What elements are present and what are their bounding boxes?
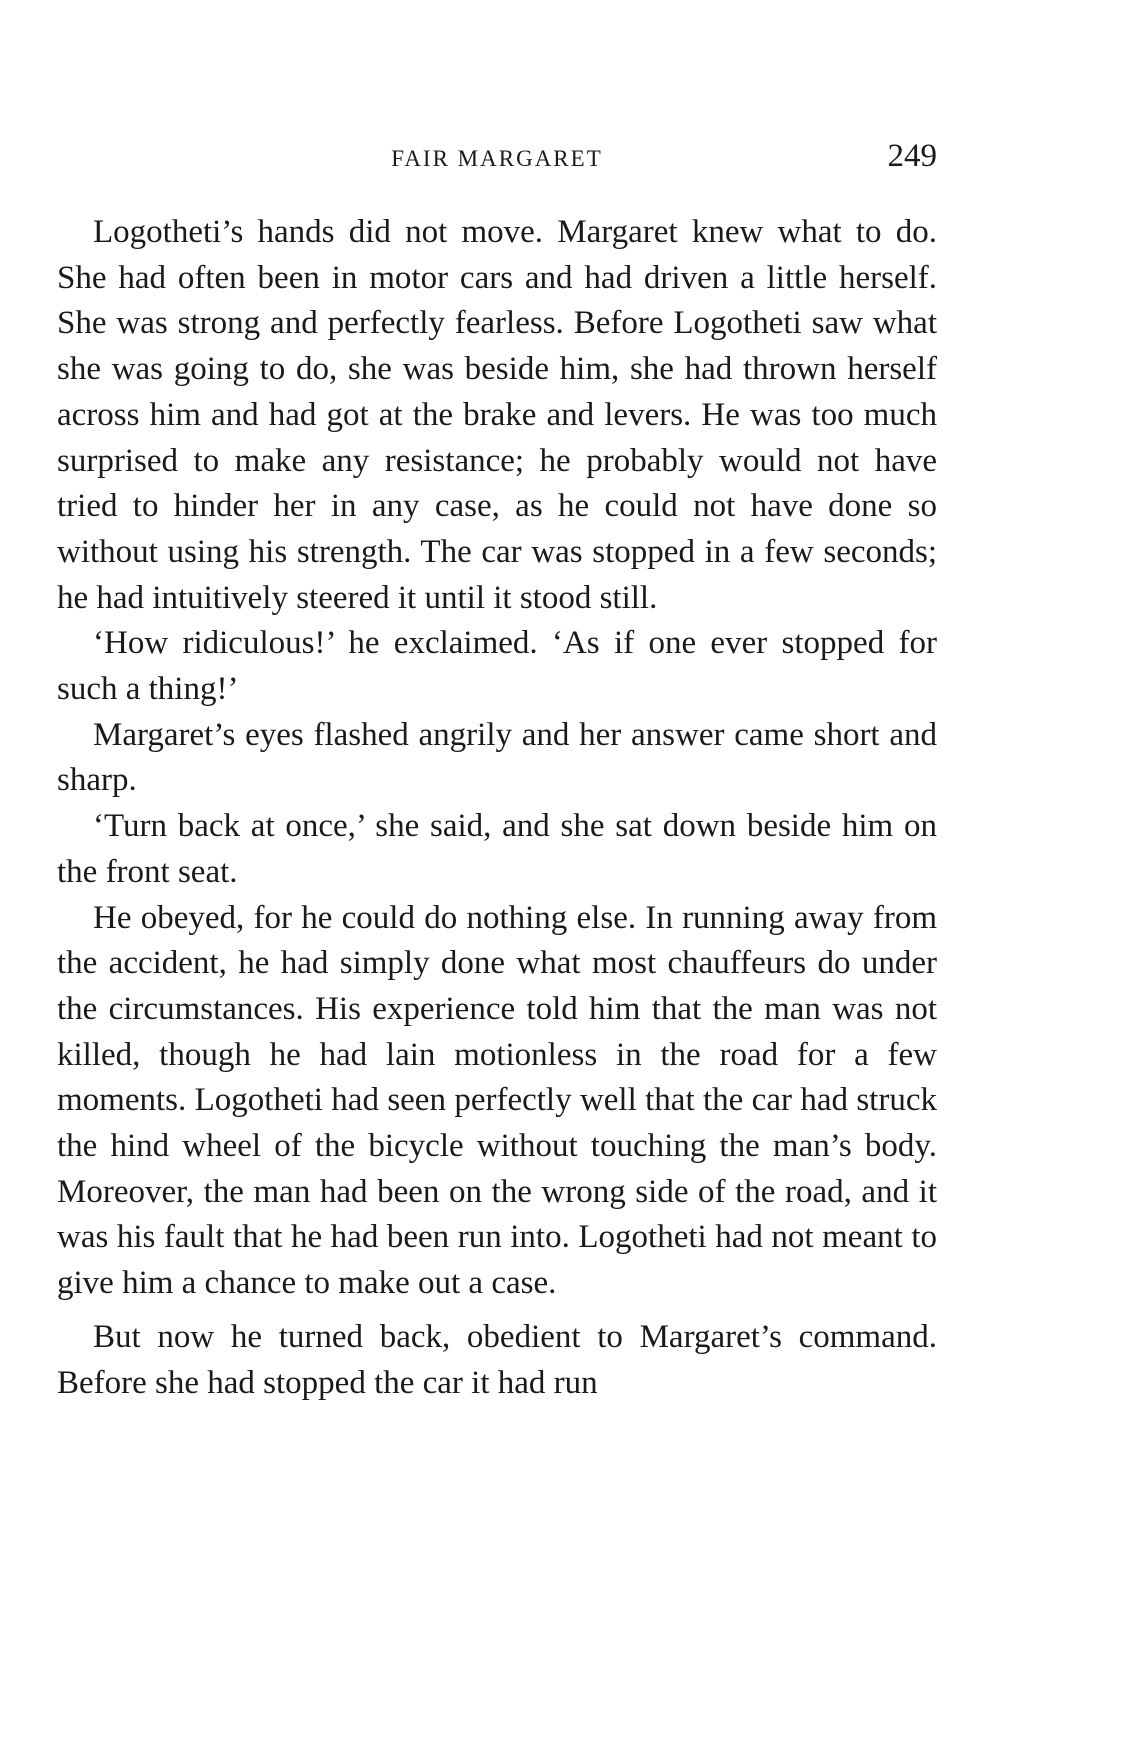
running-title: FAIR MARGARET bbox=[391, 146, 603, 171]
paragraph: He obeyed, for he could do nothing else. In running away from the accident, he had simply done what most chauffeurs do under the circumstances. His experience told him that the man was not killed, though he had lain motionless in the road for a few moments. Logotheti had seen perfectly well that the car had struck the hind wheel of the bicycle without touching the man’s body. Moreover, the man had been on the wrong side of the road, and it was his fault that he had been run into. Logotheti had not meant to give him a chance to make out a case. bbox=[57, 899, 937, 1302]
page-number: 249 bbox=[887, 138, 937, 174]
paragraph: Margaret’s eyes flashed angrily and her answer came short and sharp. bbox=[57, 716, 937, 799]
paragraph: Logotheti’s hands did not move. Margaret knew what to do. She had often been in motor cars and had driven a little herself. She was strong and perfectly fearless. Before Logotheti saw what she was going to do, she was beside him, she had thrown herself across him and had got at the brake and levers. He was too much surprised to make any resistance; he probably would not have tried to hinder her in any case, as he could not have done so without using his strength. The car was stopped in a few seconds; he had intuitively steered it until it stood still. bbox=[57, 214, 937, 616]
paragraph: ‘How ridiculous!’ he exclaimed. ‘As if one ever stopped for such a thing!’ bbox=[57, 625, 937, 708]
paragraph: ‘Turn back at once,’ she said, and she sat down beside him on the front seat. bbox=[57, 808, 937, 890]
paragraph: But now he turned back, obedient to Margaret’s command. Before she had stopped the car it had run bbox=[57, 1318, 937, 1401]
body-text bbox=[57, 210, 937, 1406]
page-header bbox=[57, 138, 937, 178]
